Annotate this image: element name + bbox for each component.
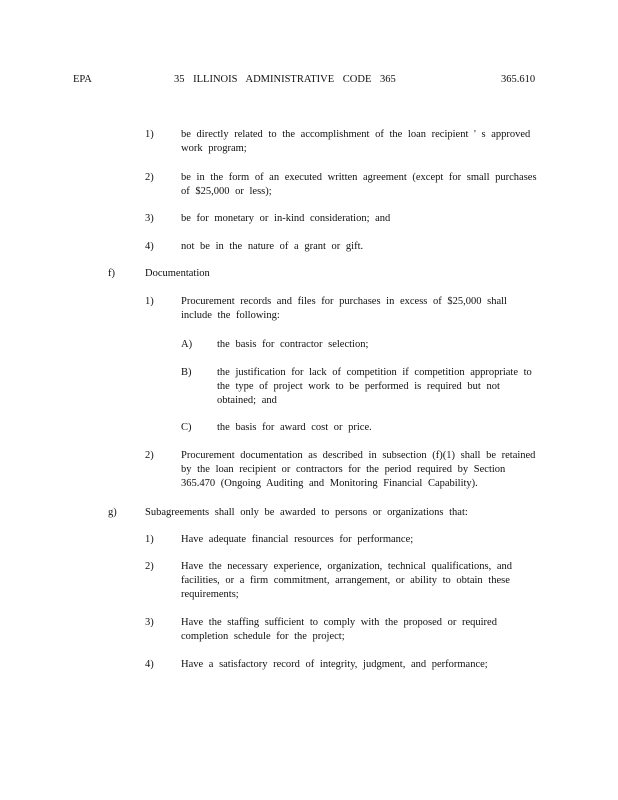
item-label: 3) [145,617,154,628]
item-text: Have a satisfactory record of integrity, judgment, and performance; [181,659,488,670]
header-section-number: 365.610 [501,74,536,85]
subsection-heading: Documentation [145,268,210,279]
item-text: be for monetary or in-kind consideration; and [181,213,391,224]
item-text: Have the staffing sufficient to comply with the proposed or required completion schedule for the project; [181,617,497,642]
item-label: 4) [145,241,154,252]
subsection-label: f) [108,268,115,279]
item-label: 2) [145,172,154,183]
item-text: not be in the nature of a grant or gift. [181,241,364,252]
item-text: Have the necessary experience, organization, technical qualifications, and facilities, or a firm commitment, arrangement, or ability to obtain these requirements; [181,561,513,600]
item-text: Procurement records and files for purchases in excess of $25,000 shall include the following: [181,296,507,321]
item-label: 4) [145,659,154,670]
item-label: 2) [145,450,154,461]
item-label: 3) [145,213,154,224]
item-label: 1) [145,296,154,307]
subitem-text: the basis for award cost or price. [217,422,372,433]
subitem-label: C) [181,422,192,433]
header-agency: EPA [73,74,92,85]
item-label: 1) [145,129,154,140]
item-text: be directly related to the accomplishment of the loan recipient ' s approved work program; [181,129,531,154]
item-label: 2) [145,561,154,572]
subitem-label: B) [181,367,192,378]
subsection-label: g) [108,507,117,518]
item-text: Procurement documentation as described in subsection (f)(1) shall be retained by the loan recipient or contractors for the period required by Section 365.470 (Ongoing Auditing and Monitoring Financial Capability). [181,450,536,489]
subitem-text: the basis for contractor selection; [217,339,369,350]
item-text: Have adequate financial resources for performance; [181,534,414,545]
subitem-text: the justification for lack of competition if competition appropriate to the type of project work to be performed is required but not obtained; and [217,367,532,406]
subsection-heading: Subagreements shall only be awarded to persons or organizations that: [145,507,468,518]
subitem-label: A) [181,339,193,350]
item-label: 1) [145,534,154,545]
item-text: be in the form of an executed written agreement (except for small purchases of $25,000 or less); [181,172,537,197]
header-code-title: 35 ILLINOIS ADMINISTRATIVE CODE 365 [174,74,396,85]
